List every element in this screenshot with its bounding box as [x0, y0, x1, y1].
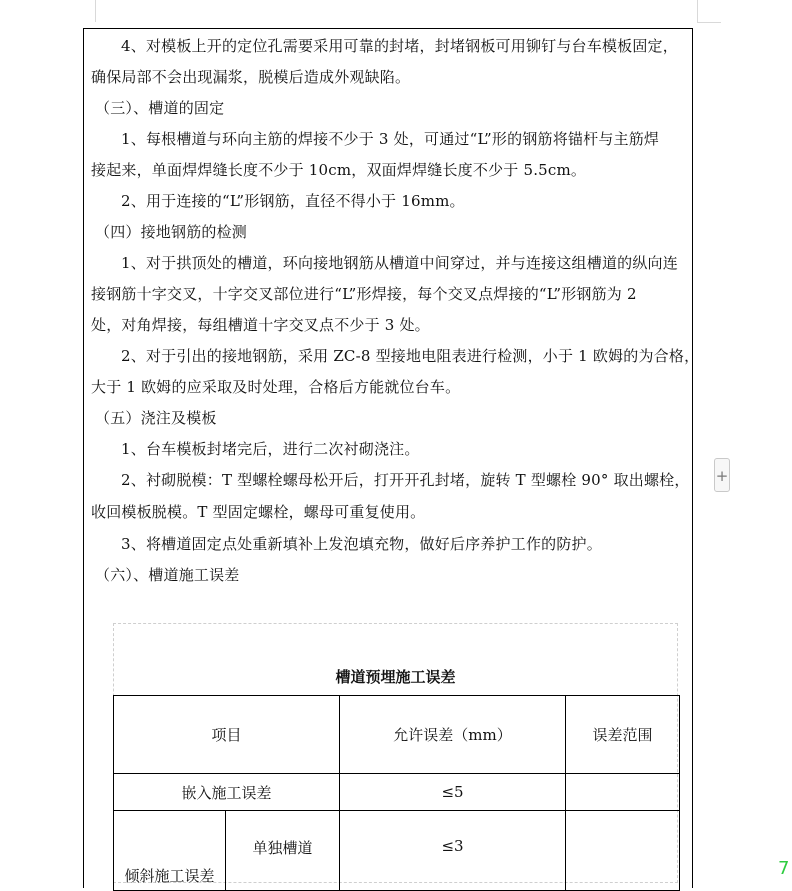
header-item: 项目 [114, 696, 340, 774]
section-heading: （四）接地钢筋的检测 [95, 223, 248, 241]
paragraph-line: 2、用于连接的“L”形钢筋，直径不得小于 16mm。 [121, 192, 465, 210]
paragraph-line: 4、对模板上开的定位孔需要采用可靠的封堵，封堵钢板可用铆钉与台车模板固定， [121, 37, 678, 55]
section-heading: （三）、槽道的固定 [95, 99, 225, 117]
paragraph-line: 1、每根槽道与环向主筋的焊接不少于 3 处，可通过“L”形的钢筋将锚杆与主筋焊 [121, 130, 660, 148]
margin-guide-top-right [697, 22, 721, 23]
table-title: 槽道预埋施工误差 [335, 668, 456, 686]
header-tolerance: 允许误差（mm） [340, 696, 566, 774]
paragraph-line: 收回模板脱模。T 型固定螺栓，螺母可重复使用。 [91, 503, 426, 521]
row-range [566, 774, 680, 811]
row-item: 嵌入施工误差 [114, 774, 340, 811]
paragraph-line: 2、对于引出的接地钢筋，采用 ZC-8 型接地电阻表进行检测，小于 1 欧姆的为合格， [121, 347, 700, 365]
row-range [566, 811, 680, 891]
row-tolerance: ≤5 [340, 774, 566, 811]
margin-guide-right [697, 0, 698, 22]
paragraph-line: 大于 1 欧姆的应采取及时处理，合格后方能就位台车。 [91, 378, 461, 396]
error-table [113, 695, 680, 891]
green-marker-icon: 7 [778, 858, 790, 879]
paragraph-line: 3、将槽道固定点处重新填补上发泡填充物，做好后序养护工作的防护。 [121, 535, 602, 553]
section-heading: （五）浇注及模板 [95, 409, 217, 427]
margin-guide-left [95, 0, 96, 22]
paragraph-line: 1、台车模板封堵完后，进行二次衬砌浇注。 [121, 440, 420, 458]
paragraph-line: 处，对角焊接，每组槽道十字交叉点不少于 3 处。 [91, 316, 430, 334]
section-heading: （六）、槽道施工误差 [95, 566, 240, 584]
row-tolerance: ≤3 [340, 811, 566, 891]
paragraph-line: 确保局部不会出现漏浆，脱模后造成外观缺陷。 [91, 68, 411, 86]
header-range: 误差范围 [566, 696, 680, 774]
paragraph-line: 接钢筋十字交叉，十字交叉部位进行“L”形焊接，每个交叉点焊接的“L”形钢筋为 2 [91, 285, 637, 303]
paragraph-line: 2、衬砌脱模：T 型螺栓螺母松开后，打开开孔封堵，旋转 T 型螺栓 90° 取出螺栓， [121, 471, 690, 489]
paragraph-line: 接起来，单面焊焊缝长度不少于 10cm，双面焊焊缝长度不少于 5.5cm。 [91, 161, 587, 179]
paragraph-line: 1、对于拱顶处的槽道，环向接地钢筋从槽道中间穿过，并与连接这组槽道的纵向连 [121, 254, 678, 272]
row-subitem: 单独槽道 [226, 811, 340, 891]
row-item: 倾斜施工误差 [114, 811, 226, 891]
add-button[interactable]: + [714, 458, 730, 492]
